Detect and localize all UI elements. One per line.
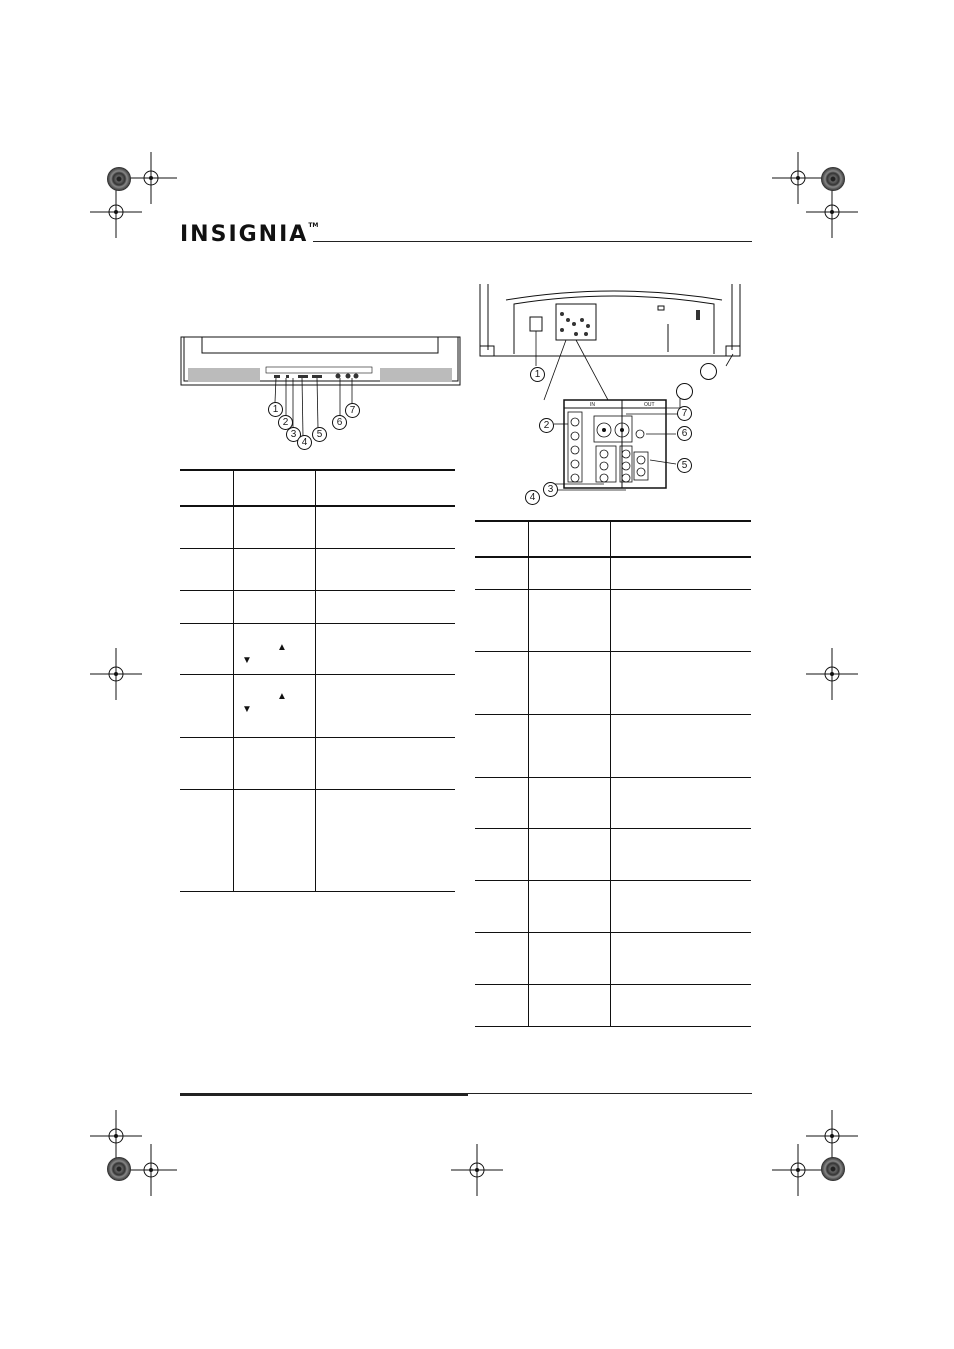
brand-logo: INSIGNIA™ bbox=[180, 222, 319, 247]
back-panel-diagram bbox=[476, 284, 752, 496]
footer-rule-thick bbox=[180, 1093, 468, 1096]
back-callout-6: 6 bbox=[677, 426, 692, 441]
registration-mark bbox=[451, 1144, 503, 1196]
front-callout-7: 7 bbox=[345, 403, 360, 418]
out-label: OUT bbox=[644, 402, 655, 408]
front-callout-3: 3 bbox=[286, 427, 301, 442]
color-calibration-disc bbox=[107, 1157, 131, 1181]
registration-mark bbox=[806, 648, 858, 700]
up-arrow-icon: ▲ bbox=[277, 642, 287, 653]
registration-mark bbox=[90, 648, 142, 700]
back-callout-3: 3 bbox=[543, 482, 558, 497]
back-callout-blank bbox=[700, 363, 717, 380]
registration-mark bbox=[806, 186, 858, 238]
back-callout-2: 2 bbox=[539, 418, 554, 433]
registration-mark bbox=[772, 1144, 824, 1196]
back-callout-5: 5 bbox=[677, 458, 692, 473]
down-arrow-icon: ▼ bbox=[242, 655, 252, 666]
registration-mark bbox=[90, 186, 142, 238]
front-callout-2: 2 bbox=[278, 415, 293, 430]
up-arrow-icon: ▲ bbox=[277, 691, 287, 702]
header-rule bbox=[313, 241, 752, 242]
back-callout-blank bbox=[676, 383, 693, 400]
front-callout-4: 4 bbox=[297, 435, 312, 450]
color-calibration-disc bbox=[821, 167, 845, 191]
back-callout-7: 7 bbox=[677, 406, 692, 421]
front-callout-1: 1 bbox=[268, 402, 283, 417]
back-callout-4: 4 bbox=[525, 490, 540, 505]
front-callout-5: 5 bbox=[312, 427, 327, 442]
back-callout-1: 1 bbox=[530, 367, 545, 382]
registration-mark bbox=[125, 1144, 177, 1196]
front-callout-6: 6 bbox=[332, 415, 347, 430]
color-calibration-disc bbox=[821, 1157, 845, 1181]
color-calibration-disc bbox=[107, 167, 131, 191]
in-label: IN bbox=[590, 402, 595, 408]
down-arrow-icon: ▼ bbox=[242, 704, 252, 715]
